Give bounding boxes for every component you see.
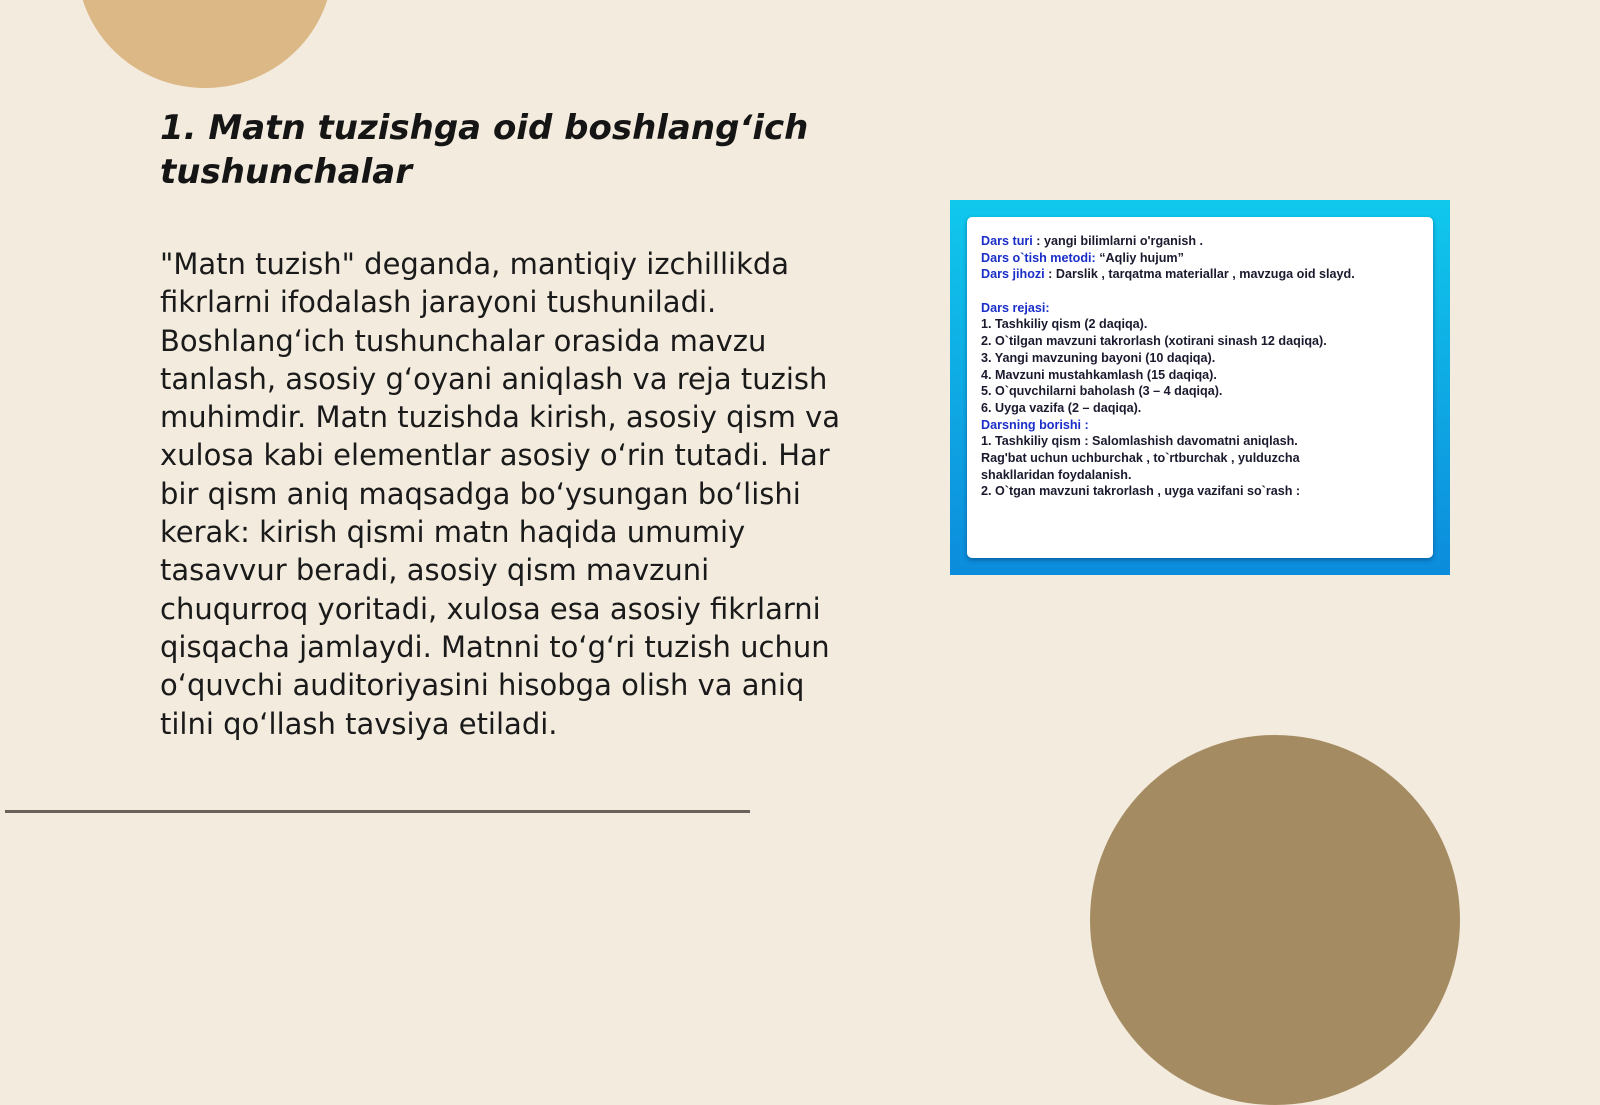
lesson-line: 1. Tashkiliy qism (2 daqiqa). — [981, 317, 1148, 332]
lesson-line: 2. O`tilgan mavzuni takrorlash (xotirani sinash 12 daqiqa). — [981, 334, 1327, 349]
decorative-circle-top — [77, 0, 333, 88]
lesson-line: Rag'bat uchun uchburchak , to`rtburchak , yulduzcha — [981, 450, 1300, 465]
body-paragraph: "Matn tuzish" deganda, mantiqiy izchillikda fikrlarni ifodalash jarayoni tushuniladi. Boshlang‘ich tushunchalar orasida mavzu tanlash, asosiy g‘oyani aniqlash va reja tuzish muhimdir. Matn tuzishda kirish, asosiy qism va xulosa kabi elementlar asosiy o‘rin tutadi. Har bir qism aniq maqsadga bo‘ysungan bo‘lishi kerak: kirish qismi matn haqida umumiy tasavvur beradi, asosiy qism mavzuni chuqurroq yoritadi, xulosa esa asosiy fikrlarni qisqacha jamlaydi. Matnni to‘g‘ri tuzish uchun o‘quvchi auditoriyasini hisobga olish va aniq tilni qo‘llash tavsiya etiladi. — [160, 247, 841, 741]
lesson-line: Dars o`tish metodi: “Aqliy hujum” — [981, 250, 1184, 265]
lesson-line: 3. Yangi mavzuning bayoni (10 daqiqa). — [981, 350, 1216, 365]
lesson-line: 1. Tashkiliy qism : Salomlashish davomatni aniqlash. — [981, 434, 1298, 449]
lesson-line: 5. O`quvchilarni baholash (3 – 4 daqiqa). — [981, 384, 1223, 399]
slide-title: 1. Matn tuzishga oid boshlang‘ich tushunchalar — [160, 108, 809, 192]
lesson-line: Darsning borishi : — [981, 417, 1089, 432]
lesson-line: 4. Mavzuni mustahkamlash (15 daqiqa). — [981, 367, 1217, 382]
lesson-line: shakllaridan foydalanish. — [981, 467, 1132, 482]
lesson-plan-card — [967, 217, 1433, 558]
lesson-line: Dars rejasi: — [981, 300, 1050, 315]
lesson-line: Dars jihozi : Darslik , tarqatma materiallar , mavzuga oid slayd. — [981, 267, 1355, 282]
lesson-line: 2. O`tgan mavzuni takrorlash , uyga vazifani so`rash : — [981, 484, 1301, 499]
divider-line — [5, 810, 750, 813]
lesson-line: Dars turi : yangi bilimlarni o'rganish . — [981, 234, 1204, 248]
decorative-circle-bottom — [1090, 735, 1460, 1105]
lesson-line — [981, 283, 1421, 300]
lesson-plan-image — [950, 200, 1450, 575]
lesson-line: 6. Uyga vazifa (2 – daqiqa). — [981, 400, 1142, 415]
